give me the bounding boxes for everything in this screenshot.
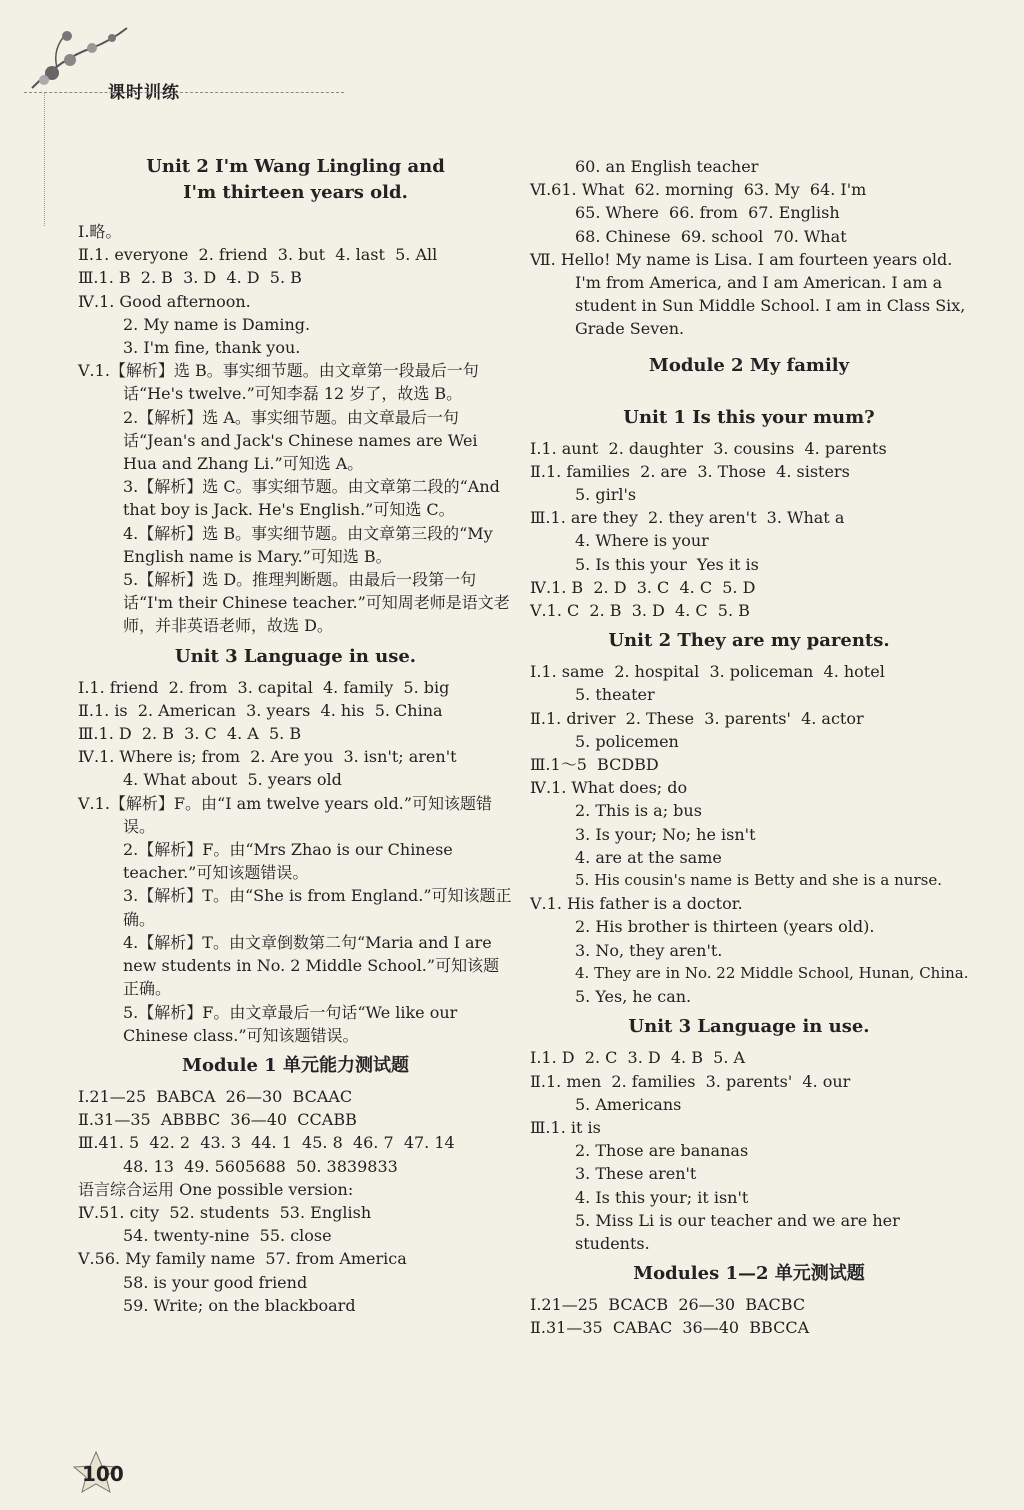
answer-line: 5. theater xyxy=(575,685,655,705)
right-column xyxy=(530,155,968,1340)
answer-paragraph: Ⅶ. Hello! My name is Lisa. I am fourteen years old. I'm from America, and I am American. I am a student in Sun Middle School. I am in Class Six, Grade Seven. xyxy=(530,249,966,339)
answer-line: 5. Yes, he can. xyxy=(575,987,692,1007)
answer-line: 2. Those are bananas xyxy=(575,1141,749,1161)
answer-line: Ⅰ.1. friend 2. from 3. capital 4. family 5. big xyxy=(78,677,450,697)
answer-line: Ⅲ.1. it is xyxy=(530,1117,601,1137)
answer-line: 4. Where is your xyxy=(575,531,709,551)
answer-line: Ⅰ.1. aunt 2. daughter 3. cousins 4. parents xyxy=(530,438,887,458)
answer-line: 58. is your good friend xyxy=(123,1272,308,1292)
answer-line: Ⅲ.41. 5 42. 2 43. 3 44. 1 45. 8 46. 7 47. 14 xyxy=(78,1133,455,1153)
answer-paragraph: Ⅴ.1.【解析】F。由“I am twelve years old.”可知该题错误。 xyxy=(78,793,492,836)
answer-line: Ⅴ.56. My family name 57. from America xyxy=(78,1249,407,1269)
answer-line: 5. policemen xyxy=(575,731,679,751)
answer-paragraph: 4.【解析】T。由文章倒数第二句“Maria and I are new students in No. 2 Middle School.”可知该题正确。 xyxy=(123,932,500,999)
answer-line: Ⅳ.1. B 2. D 3. C 4. C 5. D xyxy=(530,577,756,597)
answer-line: Ⅲ.1. are they 2. they aren't 3. What a xyxy=(530,508,845,528)
answer-line: 54. twenty-nine 55. close xyxy=(123,1226,332,1246)
answer-paragraph: 2.【解析】F。由“Mrs Zhao is our Chinese teacher.”可知该题错误。 xyxy=(123,840,453,883)
page-number: 100 xyxy=(82,1462,124,1486)
answer-line: 4. are at the same xyxy=(575,847,722,867)
answer-line: 4. Is this your; it isn't xyxy=(575,1187,749,1207)
answer-line: Ⅴ.1. C 2. B 3. D 4. C 5. B xyxy=(530,601,750,621)
answer-line: 3. No, they aren't. xyxy=(575,940,723,960)
page-header xyxy=(22,18,352,103)
answer-line: 5. Americans xyxy=(575,1094,682,1114)
answer-line: Ⅰ.21—25 BCACB 26—30 BACBC xyxy=(530,1295,806,1315)
answer-paragraph: 3.【解析】选 C。事实细节题。由文章第二段的“And that boy is Jack. He's English.”可知选 C。 xyxy=(123,477,500,520)
answer-line: Ⅱ.1. driver 2. These 3. parents' 4. actor xyxy=(530,708,864,728)
answer-line: Ⅲ.1. D 2. B 3. C 4. A 5. B xyxy=(78,724,302,744)
answer-line: 2. This is a; bus xyxy=(575,801,702,821)
answer-line: Ⅰ.略。 xyxy=(78,222,122,241)
answer-line: 2. My name is Daming. xyxy=(123,314,311,334)
answer-line: 60. an English teacher xyxy=(575,157,759,176)
section-heading: Unit 2 They are my parents. xyxy=(608,630,890,652)
section-heading: Unit 3 Language in use. xyxy=(174,645,417,667)
answer-line: Ⅳ.1. Where is; from 2. Are you 3. isn't; aren't xyxy=(78,747,457,767)
answer-line: Ⅱ.1. men 2. families 3. parents' 4. our xyxy=(530,1071,851,1091)
answer-paragraph: 4.【解析】选 B。事实细节题。由文章第三段的“My English name is Mary.”可知选 B。 xyxy=(123,523,493,566)
answer-line: Ⅱ.1. everyone 2. friend 3. but 4. last 5. All xyxy=(78,245,438,265)
left-column xyxy=(78,148,513,1317)
answer-line: Ⅴ.1. His father is a doctor. xyxy=(530,894,743,914)
answer-line: Ⅱ.1. is 2. American 3. years 4. his 5. China xyxy=(78,700,443,720)
section-heading: Unit 3 Language in use. xyxy=(628,1016,870,1038)
answer-line: 65. Where 66. from 67. English xyxy=(575,203,840,223)
answer-line: Ⅳ.1. Good afternoon. xyxy=(78,291,251,311)
margin-divider xyxy=(44,92,45,226)
answer-paragraph: Ⅴ.1.【解析】选 B。事实细节题。由文章第一段最后一句话“He's twelve.”可知李磊 12 岁了，故选 B。 xyxy=(78,361,479,404)
answer-line: 5. Is this your Yes it is xyxy=(575,554,759,574)
section-heading: Unit 1 Is this your mum? xyxy=(623,406,875,428)
answer-paragraph: 2.【解析】选 A。事实细节题。由文章最后一句话“Jean's and Jack's Chinese names are Wei Hua and Zhang Li.”可知选 A。 xyxy=(123,407,478,474)
answer-line: 语言综合运用 One possible version: xyxy=(78,1179,354,1199)
header-divider xyxy=(24,92,344,93)
answer-line: 2. His brother is thirteen (years old). xyxy=(575,917,875,937)
answer-line: Ⅱ.31—35 CABAC 36—40 BBCCA xyxy=(530,1318,810,1338)
answer-line: Ⅵ.61. What 62. morning 63. My 64. I'm xyxy=(530,180,867,200)
answer-line: 5. girl's xyxy=(575,485,637,505)
answer-paragraph: 5. Miss Li is our teacher and we are her students. xyxy=(575,1210,900,1253)
answer-line: Ⅱ.1. families 2. are 3. Those 4. sisters xyxy=(530,461,850,481)
answer-line: 48. 13 49. 5605688 50. 3839833 xyxy=(123,1156,398,1176)
answer-paragraph: 3.【解析】T。由“She is from England.”可知该题正确。 xyxy=(123,886,512,929)
answer-line: 68. Chinese 69. school 70. What xyxy=(575,226,847,246)
section-heading: Unit 2 I'm Wang Lingling and I'm thirteen years old. xyxy=(146,156,445,203)
answer-line: Ⅳ.1. What does; do xyxy=(530,778,688,798)
answer-paragraph: 5.【解析】F。由文章最后一句话“We like our Chinese class.”可知该题错误。 xyxy=(123,1002,458,1045)
section-heading: Module 1 单元能力测试题 xyxy=(182,1054,409,1076)
answer-line: 3. I'm fine, thank you. xyxy=(123,338,301,358)
answer-line: 3. Is your; No; he isn't xyxy=(575,824,756,844)
answer-line: Ⅰ.21—25 BABCA 26—30 BCAAC xyxy=(78,1086,353,1106)
answer-line: 3. These aren't xyxy=(575,1164,697,1184)
header-title: 课时训练 xyxy=(108,83,180,103)
answer-line: Ⅰ.1. same 2. hospital 3. policeman 4. hotel xyxy=(530,662,885,682)
answer-line: Ⅲ.1～5 BCDBD xyxy=(530,755,659,775)
answer-line: 59. Write; on the blackboard xyxy=(123,1295,356,1315)
answer-line: Ⅳ.51. city 52. students 53. English xyxy=(78,1202,372,1222)
answer-line: Ⅱ.31—35 ABBBC 36—40 CCABB xyxy=(78,1110,357,1130)
answer-line: 4. They are in No. 22 Middle School, Hunan, China. xyxy=(575,963,969,982)
answer-paragraph: 5.【解析】选 D。推理判断题。由最后一段第一句话“I'm their Chinese teacher.”可知周老师是语文老师，并非英语老师，故选 D。 xyxy=(123,570,510,636)
section-heading: Module 2 My family xyxy=(648,354,850,376)
answer-line: 5. His cousin's name is Betty and she is a nurse. xyxy=(575,871,942,890)
section-heading: Modules 1—2 单元测试题 xyxy=(633,1263,865,1285)
answer-line: Ⅲ.1. B 2. B 3. D 4. D 5. B xyxy=(78,268,302,288)
answer-line: 4. What about 5. years old xyxy=(123,770,342,790)
answer-line: Ⅰ.1. D 2. C 3. D 4. B 5. A xyxy=(530,1048,746,1068)
